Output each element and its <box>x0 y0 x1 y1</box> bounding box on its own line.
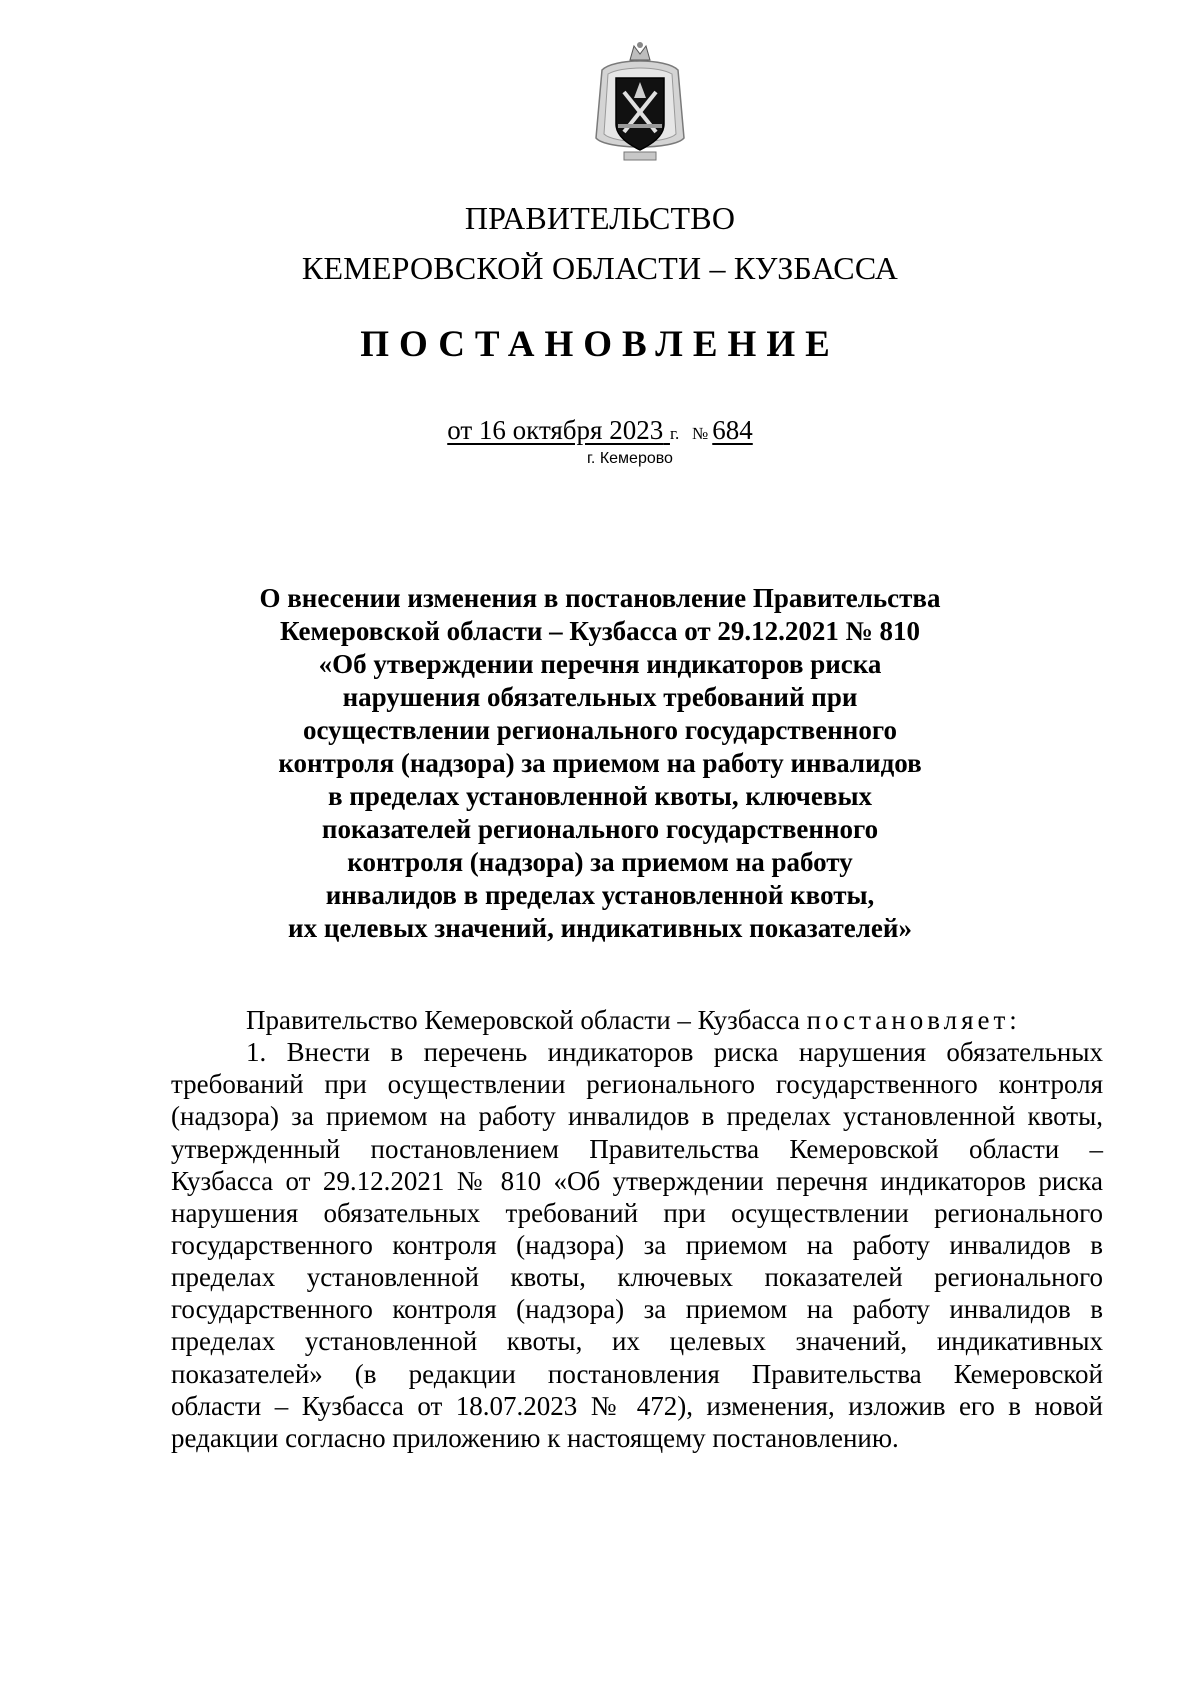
paragraph-line: нарушения обязательных требований при осуществлении регионального <box>171 1197 1103 1228</box>
document-body <box>171 1004 1103 1454</box>
paragraph-line: редакции согласно приложению к настоящему постановлению. <box>171 1422 899 1453</box>
subject-line: в пределах установленной квоты, ключевых <box>327 781 873 811</box>
document-number: 684 <box>712 415 753 445</box>
subject-line: «Об утверждении перечня индикаторов риска <box>318 649 882 679</box>
document-type-title: ПОСТАНОВЛЕНИЕ <box>360 324 840 365</box>
subject-line: Кемеровской области – Кузбасса от 29.12.2021 № 810 <box>279 616 921 646</box>
subject-line: осуществлении регионального государственного <box>303 715 897 745</box>
paragraph-line: 1. Внести в перечень индикаторов риска нарушения обязательных <box>246 1037 1103 1068</box>
date-number-line <box>0 413 1200 451</box>
coat-of-arms-icon <box>594 40 686 164</box>
intro-text: Правительство Кемеровской области – Кузбасса <box>246 1005 800 1035</box>
subject-line: их целевых значений, индикативных показателей» <box>288 913 912 943</box>
paragraph-line: пределах установленной квоты, ключевых показателей регионального <box>171 1262 1103 1293</box>
paragraph-line: требований при осуществлении регионального государственного контроля <box>171 1069 1103 1100</box>
subject-line: О внесении изменения в постановление Правительства <box>259 583 941 613</box>
year-suffix: г. <box>669 424 680 443</box>
paragraph-line: (надзора) за приемом на работу инвалидов в пределах установленной квоты, <box>171 1101 1103 1132</box>
paragraph-line: показателей» (в редакции постановления Правительства Кемеровской <box>171 1358 1103 1389</box>
paragraph-line: государственного контроля (надзора) за приемом на работу инвалидов в <box>171 1229 1103 1260</box>
resolution-intro <box>171 1004 1103 1036</box>
subject-line: контроля (надзора) за приемом на работу <box>347 847 853 877</box>
paragraph-line: утвержденный постановлением Правительства Кемеровской области – <box>171 1133 1103 1164</box>
paragraph-line: пределах установленной квоты, их целевых значений, индикативных <box>171 1326 1103 1357</box>
subject-line: инвалидов в пределах установленной квоты, <box>325 880 875 910</box>
document-date: от 16 октября 2023 <box>447 415 664 445</box>
government-name-line1: ПРАВИТЕЛЬСТВО <box>464 200 736 236</box>
subject-line: показателей регионального государственного <box>321 814 879 844</box>
number-sign: № <box>692 424 709 443</box>
intro-verb: постановляет: <box>806 1005 1021 1035</box>
paragraph-line: государственного контроля (надзора) за приемом на работу инвалидов в <box>171 1294 1103 1325</box>
document-city: г. Кемерово <box>587 450 673 467</box>
subject-line: контроля (надзора) за приемом на работу инвалидов <box>278 748 922 778</box>
government-name-line2: КЕМЕРОВСКОЙ ОБЛАСТИ – КУЗБАССА <box>301 250 899 286</box>
paragraph-line: области – Кузбасса от 18.07.2023 № 472), изменения, изложив его в новой <box>171 1390 1103 1421</box>
subject-line: нарушения обязательных требований при <box>342 682 858 712</box>
paragraph-line: Кузбасса от 29.12.2021 № 810 «Об утверждении перечня индикаторов риска <box>171 1165 1103 1196</box>
document-subject <box>240 582 960 945</box>
